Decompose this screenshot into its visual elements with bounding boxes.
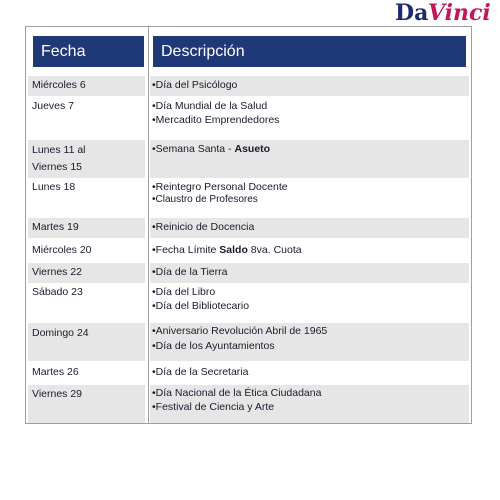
date-cell <box>28 363 145 385</box>
date-text: Miércoles 6 <box>32 79 86 91</box>
event-text: •Claustro de Profesores <box>152 194 258 205</box>
event-text: •Reinicio de Docencia <box>152 221 255 233</box>
date-text: Viernes 15 <box>32 161 83 173</box>
date-text: Sábado 23 <box>32 286 83 298</box>
date-cell <box>28 97 145 135</box>
date-text: Lunes 11 al <box>32 144 86 156</box>
date-text: Lunes 18 <box>32 181 76 193</box>
event-text: •Aniversario Revolución Abril de 1965 <box>152 325 328 337</box>
description-cell <box>150 97 469 135</box>
date-cell <box>28 178 145 218</box>
event-text: •Día Mundial de la Salud <box>152 100 268 112</box>
event-text: •Mercadito Emprendedores <box>152 114 280 126</box>
date-cell <box>28 140 145 178</box>
table-row <box>28 363 469 385</box>
event-text: •Día del Bibliotecario <box>152 300 250 312</box>
description-cell <box>150 140 469 178</box>
description-cell <box>150 363 469 385</box>
table-row <box>28 97 469 135</box>
description-cell <box>150 76 469 96</box>
event-bold-text: Saldo <box>219 244 248 256</box>
description-cell <box>150 323 469 361</box>
event-text: •Día del Libro <box>152 286 216 298</box>
table-row <box>28 218 469 238</box>
date-cell <box>28 283 145 323</box>
date-cell <box>28 76 145 96</box>
description-cell <box>150 241 469 261</box>
logo-vinci: Vinci <box>428 0 491 26</box>
logo <box>390 0 490 26</box>
date-cell <box>28 241 145 261</box>
event-bold-text: Asueto <box>234 143 271 155</box>
date-text: Miércoles 20 <box>32 244 92 256</box>
logo-da: Da <box>395 0 429 26</box>
table-row <box>28 140 469 178</box>
table-row <box>28 178 469 218</box>
date-text: Domingo 24 <box>32 327 89 339</box>
event-text: •Día de la Tierra <box>152 266 228 278</box>
description-cell <box>150 178 469 218</box>
table-row <box>28 263 469 283</box>
event-text: •Festival de Ciencia y Arte <box>152 401 275 413</box>
table-row <box>28 385 469 423</box>
description-cell <box>150 263 469 283</box>
date-text: Jueves 7 <box>32 100 75 112</box>
event-text: •Día de la Secretaria <box>152 366 249 378</box>
date-text: Viernes 29 <box>32 388 83 400</box>
table-row <box>28 241 469 261</box>
date-cell <box>28 263 145 283</box>
event-text: •Día del Psicólogo <box>152 79 238 91</box>
table-row <box>28 283 469 323</box>
event-text: •Fecha Límite Saldo 8va. Cuota <box>152 244 302 256</box>
date-text: Viernes 22 <box>32 266 83 278</box>
event-text: •Día de los Ayuntamientos <box>152 340 275 352</box>
date-cell <box>28 323 145 361</box>
header-fecha: Fecha <box>33 36 144 67</box>
date-text: Martes 26 <box>32 366 79 378</box>
event-text: •Día Nacional de la Ética Ciudadana <box>152 387 322 399</box>
event-text: •Semana Santa - Asueto <box>152 143 271 155</box>
header-descripcion: Descripción <box>153 36 466 67</box>
description-cell <box>150 218 469 238</box>
event-text: •Reintegro Personal Docente <box>152 181 288 193</box>
description-cell <box>150 283 469 323</box>
description-cell <box>150 385 469 423</box>
date-cell <box>28 218 145 238</box>
table-row <box>28 76 469 96</box>
table-row <box>28 323 469 361</box>
date-cell <box>28 385 145 423</box>
date-text: Martes 19 <box>32 221 79 233</box>
